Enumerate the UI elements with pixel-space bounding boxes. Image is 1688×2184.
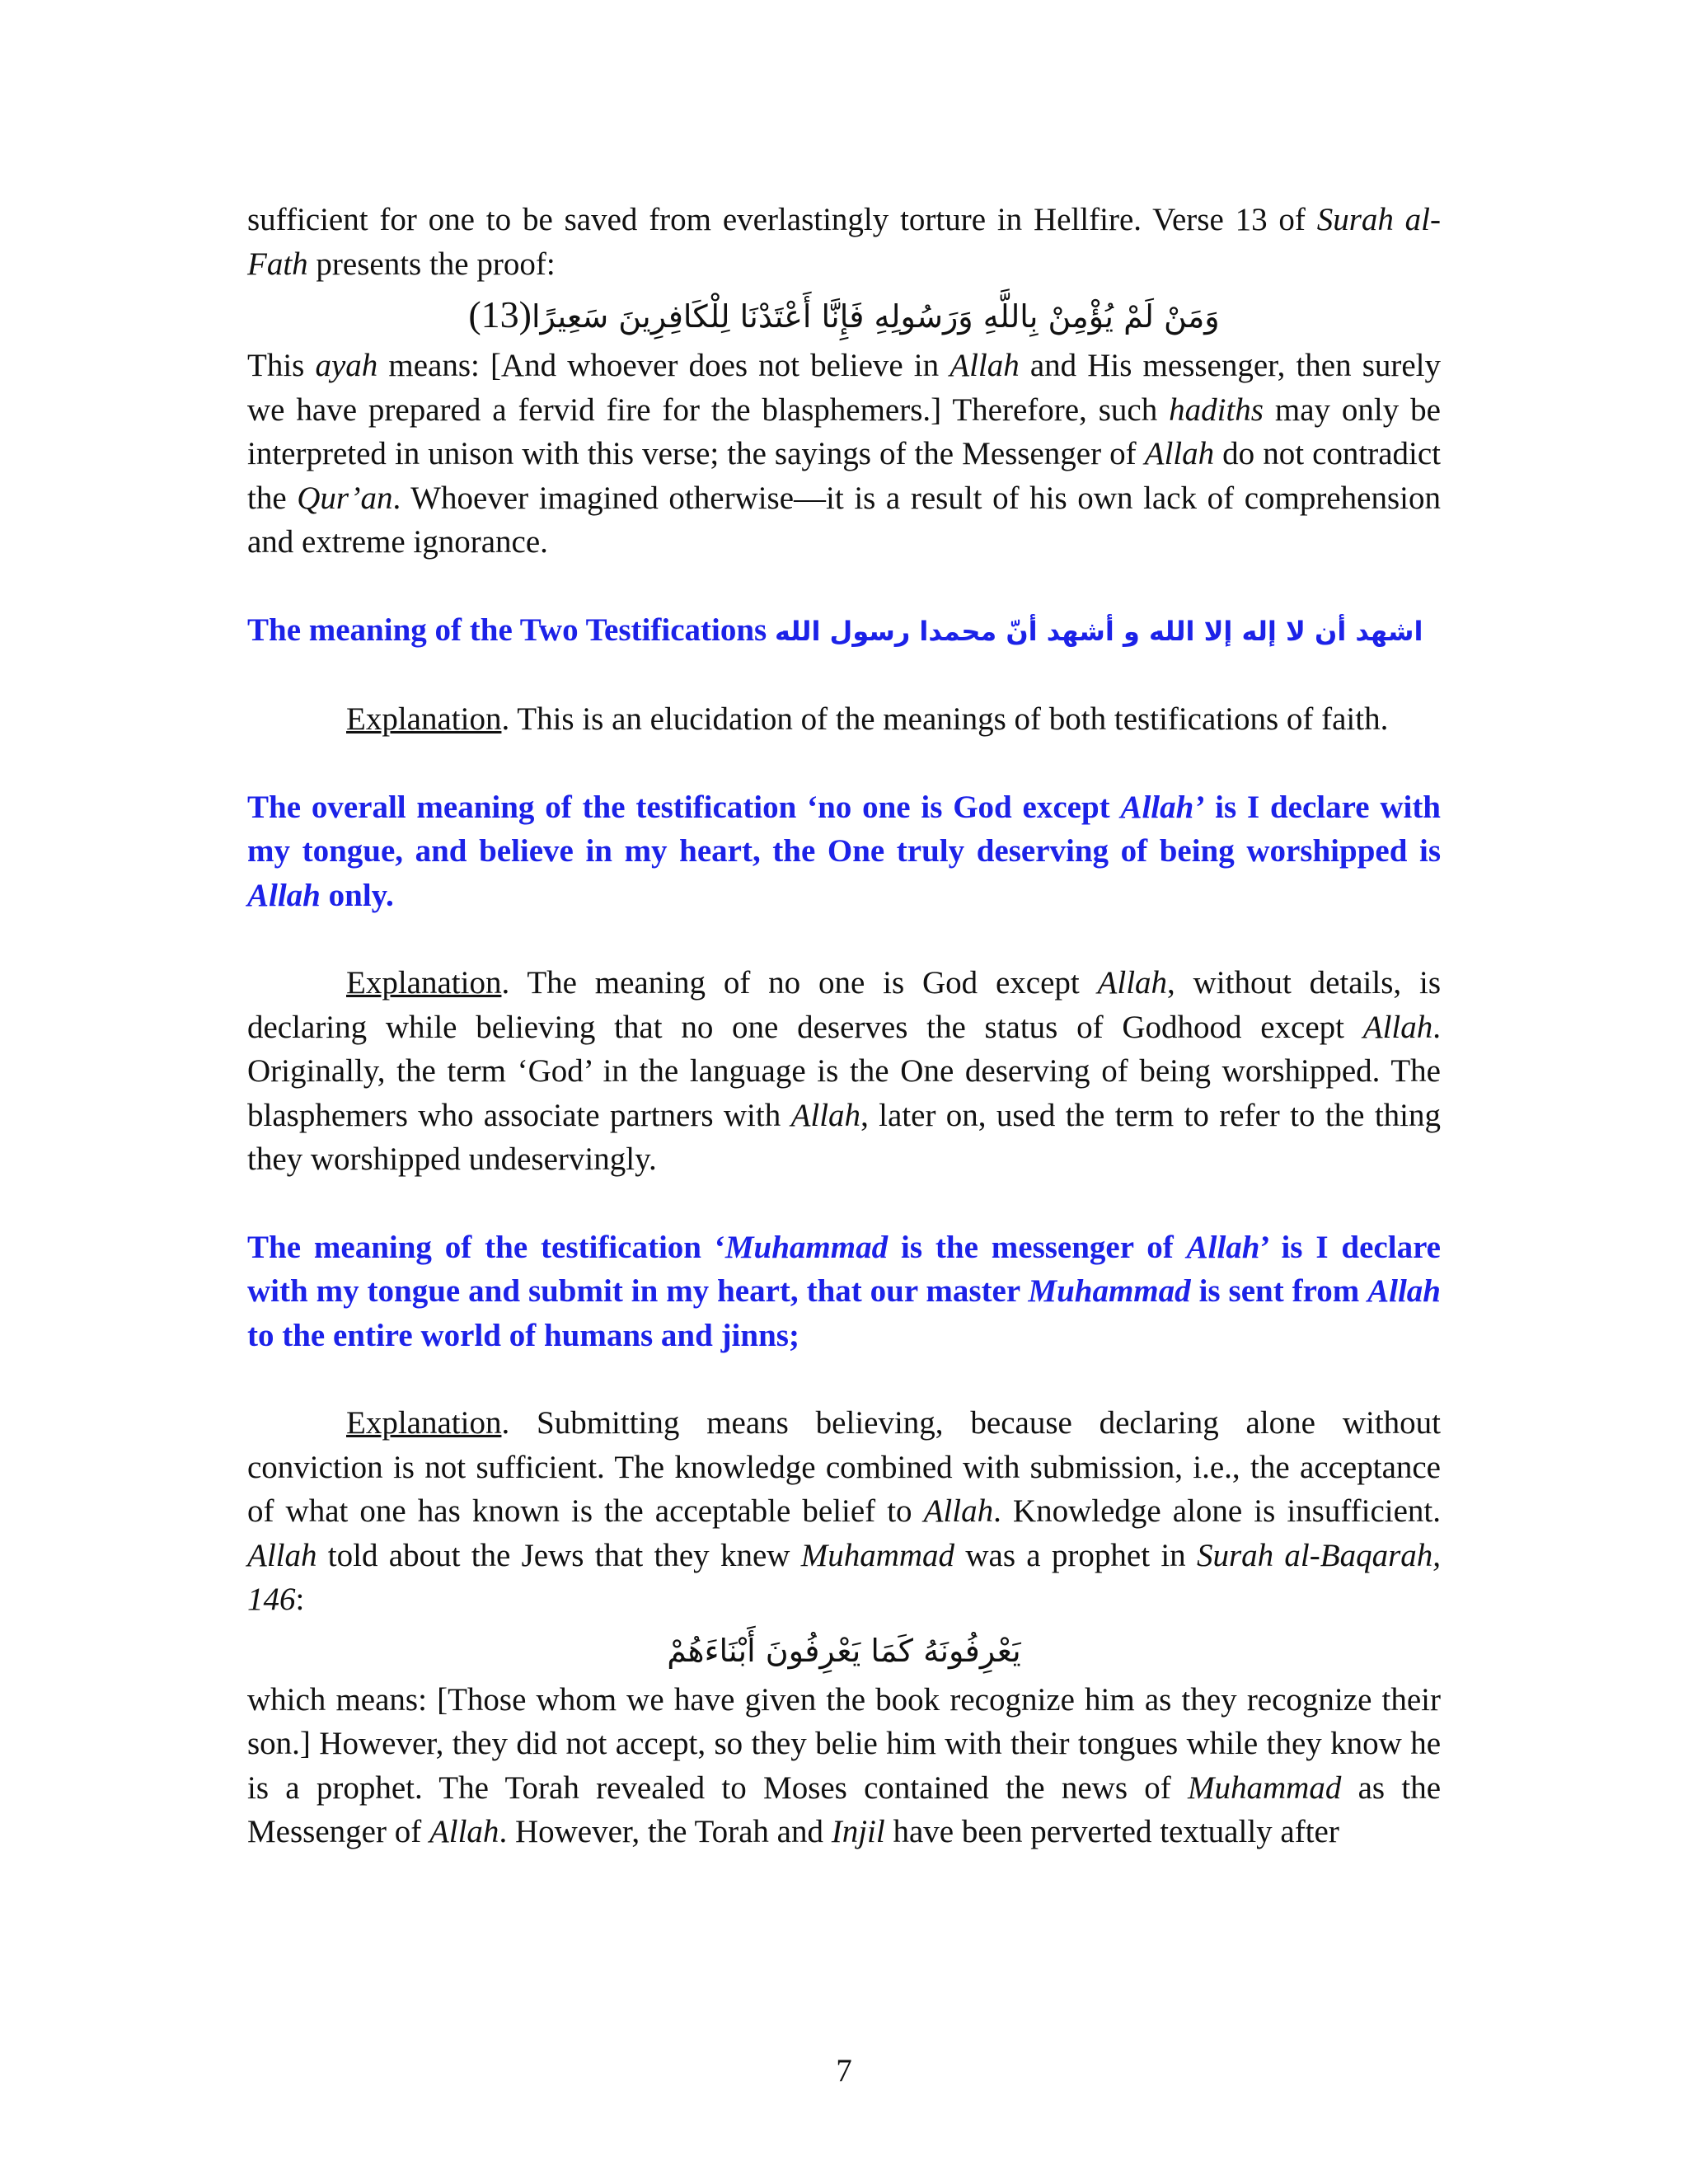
quran-verse-baqarah-146: يَعْرِفُونَهُ كَمَا يَعْرِفُونَ أَبْنَاءَهُمْ [667, 1632, 1021, 1669]
paragraph-which-means: which means: [Those whom we have given the book recognize him as they recognize their son.] However, they did not accept, so they belie him with their tongues while they know he is a prophet. The Torah revealed to Moses contained the news of Muhammad as the Messenger of Allah. However, the Torah and Injil have been perverted textually after [247, 1681, 1442, 1849]
paragraph-ayah-meaning: This ayah means: [And whoever does not believe in Allah and His messenger, then surely we have prepared a fervid fire for the blasphemers.] Therefore, such hadiths may only be interpreted in unison with this verse; the sayings of the Messenger of Allah do not contradict the Qur’an. Whoever imagined otherwise—it is a result of his own lack of comprehension and extreme ignorance. [247, 348, 1442, 560]
heading-second-testification: The meaning of the testification ‘Muhammad is the messenger of Allah’ is I declare with my tongue and submit in my heart, that our master Muhammad is sent from Allah to the entire world of humans and jinns; [247, 1229, 1441, 1353]
verse-number: (13) [468, 293, 532, 335]
explanation-label: Explanation [346, 701, 502, 737]
surah-name: Surah al-Fath [247, 202, 1442, 282]
paragraph-explanation-3: Explanation. Submitting means believing, because declaring alone without conviction is not sufficient. The knowledge combined with submission, i.e., the acceptance of what one has known is the acceptable belief to Allah. Knowledge alone is insufficient. Allah told about the Jews that they knew Muhammad was a prophet in Surah al-Baqarah, 146: [247, 1405, 1441, 1617]
quran-verse-fath-13: وَمَنْ لَمْ يُؤْمِنْ بِاللَّهِ وَرَسُولِهِ فَإِنَّا أَعْتَدْنَا لِلْكَافِرِينَ سَعِيرًا(13) [468, 293, 1220, 335]
page-content [247, 198, 1441, 1854]
section-heading-two-testifications: The meaning of the Two Testifications اشهد أن لا إله إلا الله و أشهد أنّ محمدا رسول الله [247, 612, 1423, 648]
heading-first-testification: The overall meaning of the testification ‘no one is God except Allah’ is I declare with my tongue, and believe in my heart, the One truly deserving of being worshipped is Allah only. [247, 789, 1441, 913]
explanation-label: Explanation [346, 1405, 502, 1441]
paragraph-intro: sufficient for one to be saved from everlastingly torture in Hellfire. Verse 13 of Surah al-Fath presents the proof: [247, 202, 1442, 282]
heading-arabic: اشهد أن لا إله إلا الله و أشهد أنّ محمدا رسول الله [774, 615, 1423, 647]
explanation-label: Explanation [346, 965, 502, 1001]
paragraph-explanation-2: Explanation. The meaning of no one is God except Allah, without details, is declaring while believing that no one deserves the status of Godhood except Allah. Originally, the term ‘God’ in the language is the One deserving of being worshipped. The blasphemers who associate partners with Allah, later on, used the term to refer to the thing they worshipped undeservingly. [247, 965, 1441, 1177]
page-number: 7 [836, 2053, 852, 2088]
paragraph-explanation-1: Explanation. This is an elucidation of the meanings of both testifications of faith. [346, 701, 1389, 737]
